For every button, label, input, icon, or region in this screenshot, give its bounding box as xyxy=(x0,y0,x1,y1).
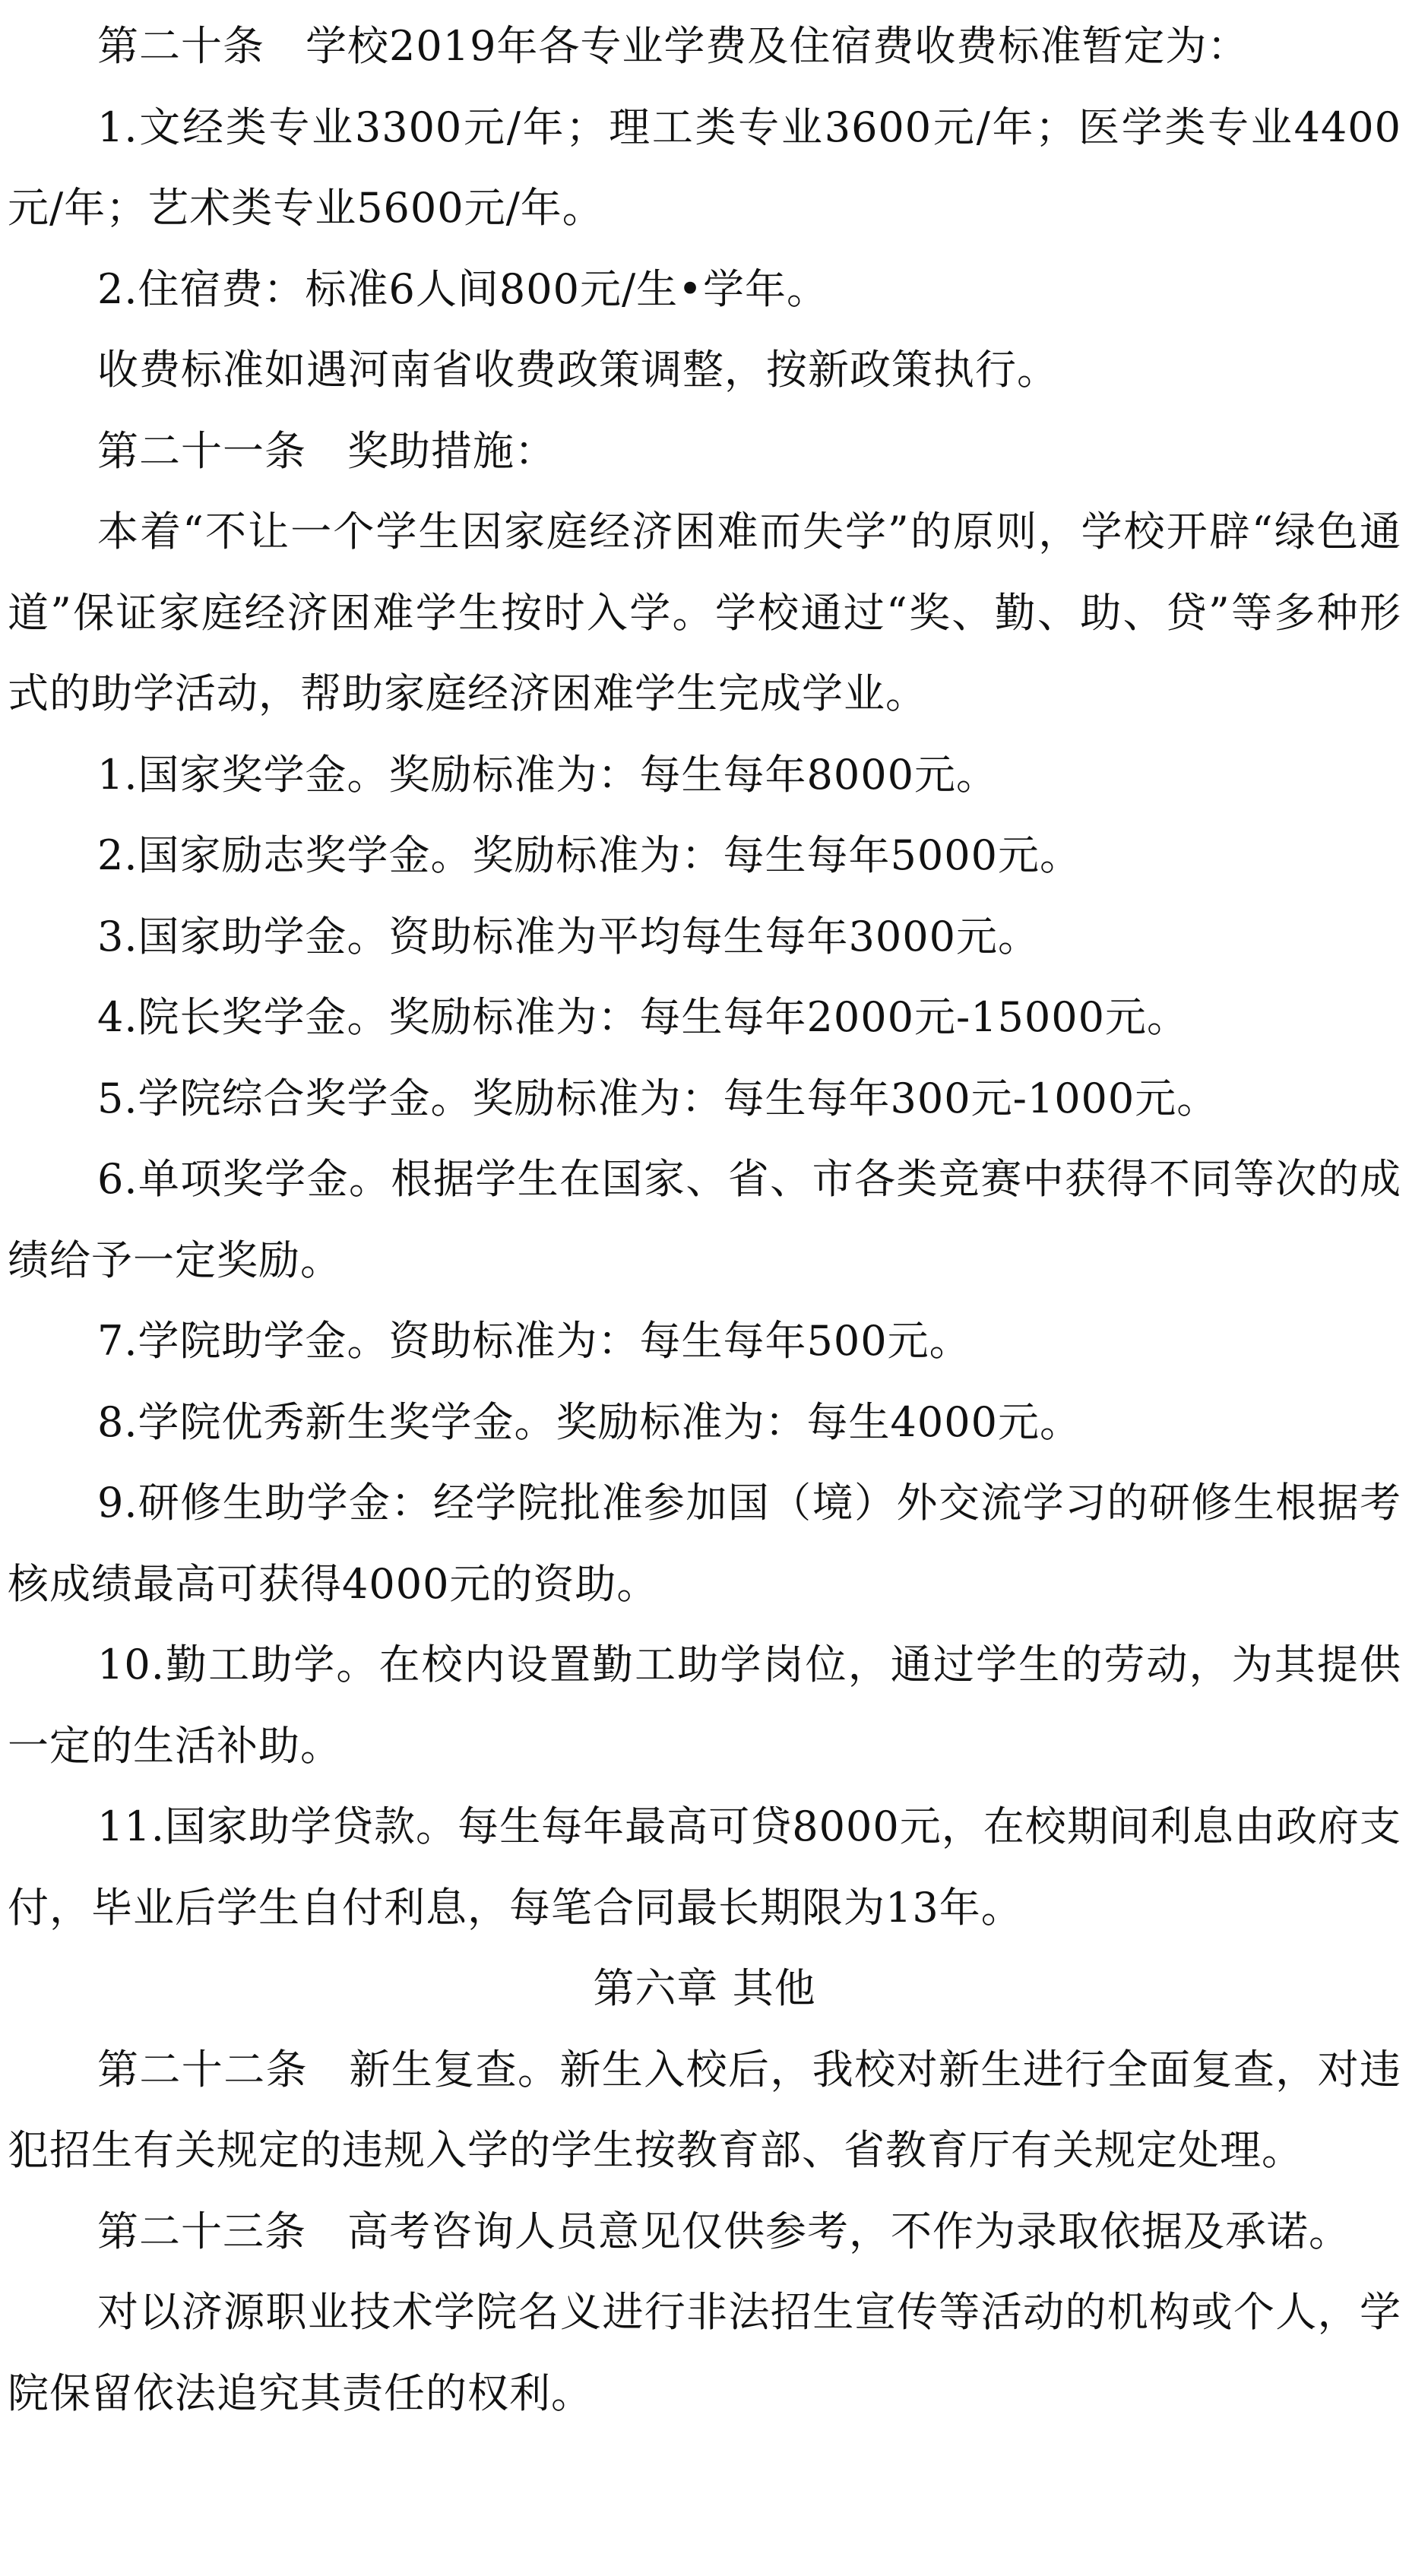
article-23 xyxy=(8,2191,1401,2273)
article-21-item-6: 6.单项奖学金。根据学生在国家、省、市各类竞赛中获得不同等次的成绩给予一定奖励。 xyxy=(8,1155,1401,1284)
article-21-intro: 本着“不让一个学生因家庭经济困难而失学”的原则，学校开辟“绿色通道”保证家庭经济困难学生按时入学。学校通过“奖、勤、助、贷”等多种形式的助学活动，帮助家庭经济困难学生完成学业。 xyxy=(8,508,1401,717)
article-21-item-3: 3.国家助学金。资助标准为平均每生每年3000元。 xyxy=(97,912,1040,960)
article-text: 奖助措施： xyxy=(347,426,556,475)
article-21-item-10: 10.勤工助学。在校内设置勤工助学岗位，通过学生的劳动，为其提供一定的生活补助。 xyxy=(8,1641,1401,1770)
article-label: 第二十一条 xyxy=(97,426,306,475)
article-20-note: 收费标准如遇河南省收费政策调整，按新政策执行。 xyxy=(97,346,1059,394)
article-21-item-2: 2.国家励志奖学金。奖励标准为：每生每年5000元。 xyxy=(97,831,1081,879)
article-22 xyxy=(8,2030,1401,2191)
article-text: 新生复查。新生入校后，我校对新生进行全面复查，对违犯招生有关规定的违规入学的学生按教育部、省教育厅有关规定处理。 xyxy=(8,2045,1401,2174)
article-23-note: 对以济源职业技术学院名义进行非法招生宣传等活动的机构或个人，学院保留依法追究其责任的权利。 xyxy=(8,2288,1401,2417)
article-21-item-4: 4.院长奖学金。奖励标准为：每生每年2000元-15000元。 xyxy=(97,993,1189,1041)
article-21 xyxy=(8,411,1401,492)
article-label: 第二十三条 xyxy=(97,2207,306,2255)
article-21-item-11: 11.国家助学贷款。每生每年最高可贷8000元，在校期间利息由政府支付，毕业后学生自付利息，每笔合同最长期限为13年。 xyxy=(8,1802,1401,1932)
article-text: 学校2019年各专业学费及住宿费收费标准暂定为： xyxy=(306,22,1249,70)
article-20-item-1: 1.文经类专业3300元/年；理工类专业3600元/年；医学类专业4400元/年；艺术类专业5600元/年。 xyxy=(8,103,1401,232)
article-20-item-2: 2.住宿费：标准6人间800元/生•学年。 xyxy=(97,264,828,313)
chapter-6-title: 第六章 其他 xyxy=(593,1964,816,2012)
article-text: 高考咨询人员意见仅供参考，不作为录取依据及承诺。 xyxy=(347,2207,1350,2255)
article-21-item-9: 9.研修生助学金：经学院批准参加国（境）外交流学习的研修生根据考核成绩最高可获得4000元的资助。 xyxy=(8,1479,1401,1608)
article-21-item-8: 8.学院优秀新生奖学金。奖励标准为：每生4000元。 xyxy=(97,1397,1081,1446)
article-21-item-5: 5.学院综合奖学金。奖励标准为：每生每年300元-1000元。 xyxy=(97,1074,1219,1122)
article-21-item-7: 7.学院助学金。资助标准为：每生每年500元。 xyxy=(97,1317,971,1365)
article-label: 第二十条 xyxy=(97,22,264,70)
article-label: 第二十二条 xyxy=(97,2045,308,2093)
article-21-item-1: 1.国家奖学金。奖励标准为：每生每年8000元。 xyxy=(97,750,998,799)
article-20 xyxy=(8,6,1401,87)
